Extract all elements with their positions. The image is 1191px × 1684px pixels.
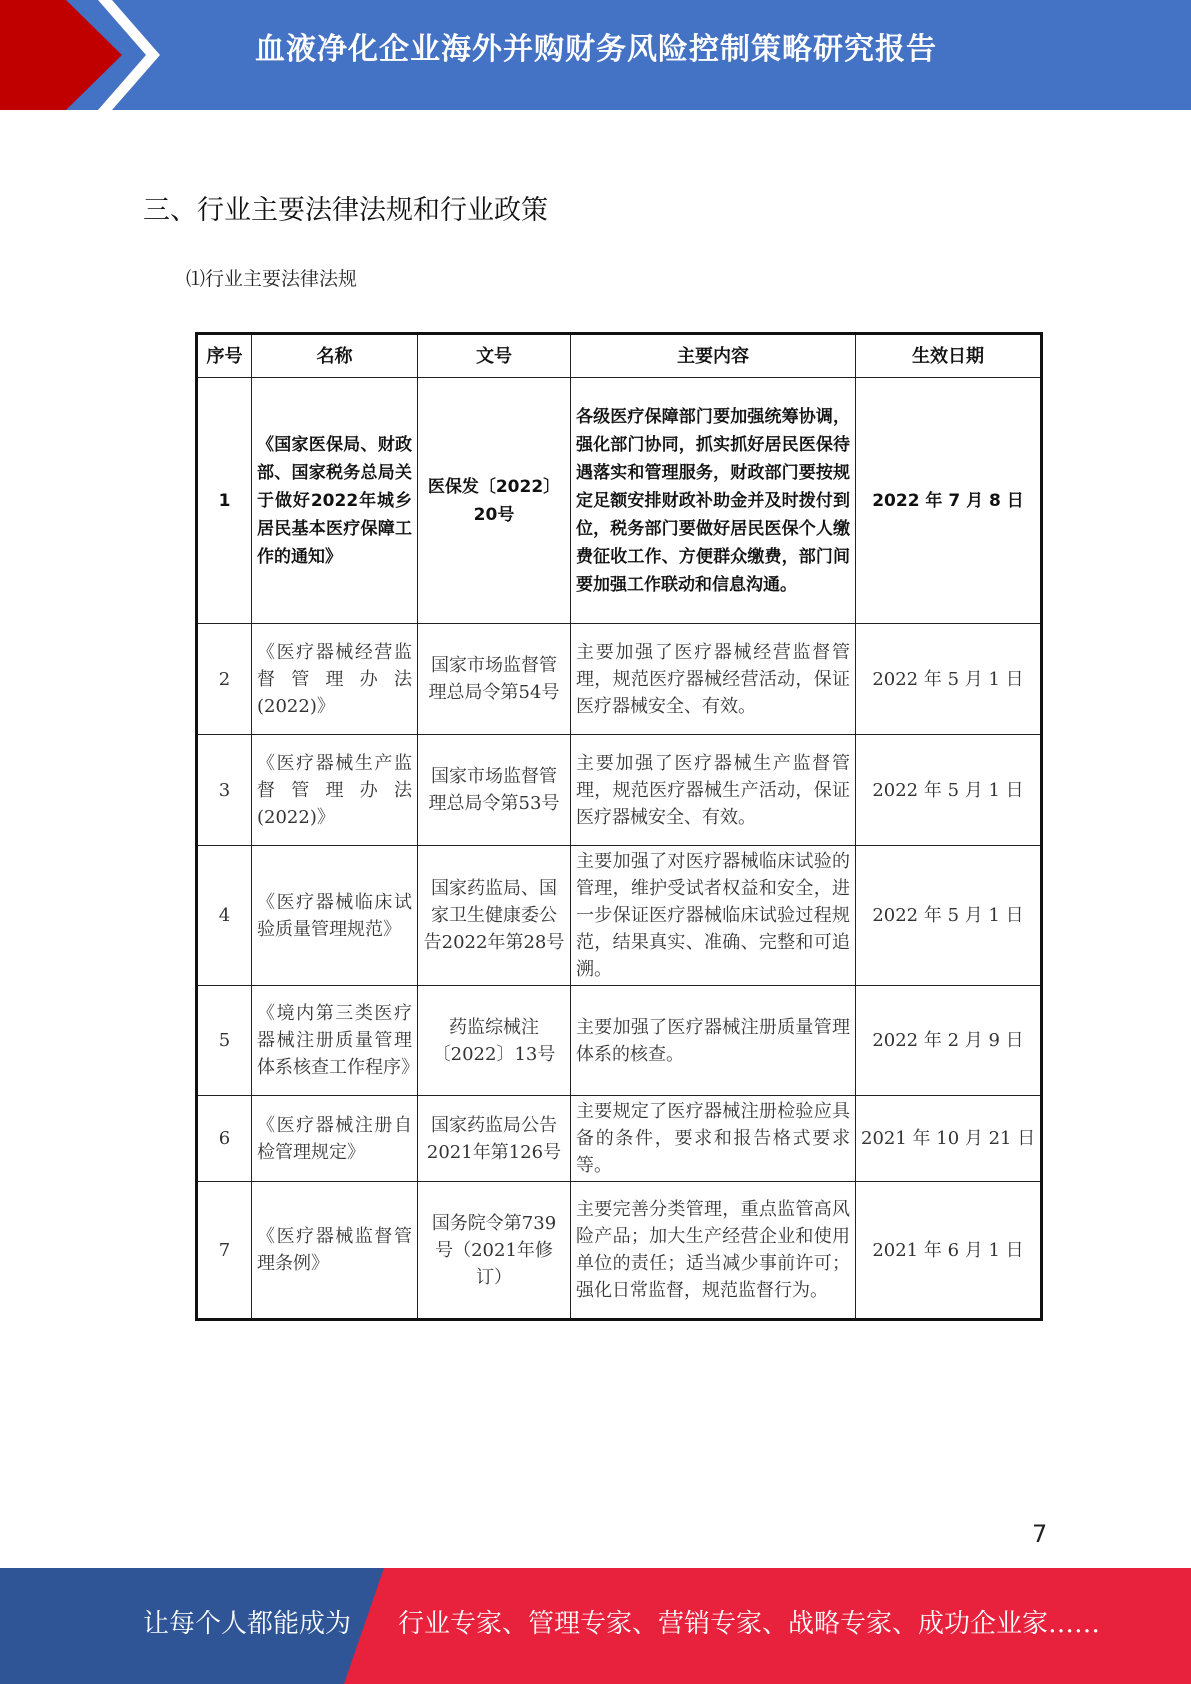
header-date: 生效日期 [856,334,1042,378]
header-no: 序号 [197,334,252,378]
row-no: 1 [197,378,252,624]
row-content: 各级医疗保障部门要加强统筹协调，强化部门协同，抓实抓好居民医保待遇落实和管理服务，财政部门要按规定足额安排财政补助金并及时拨付到位，税务部门要做好居民医保个人缴费征收工作、方便群众缴费，部门间要加强工作联动和信息沟通。 [571,378,856,624]
row-date: 2022 年 7 月 8 日 [856,378,1042,624]
row-name: 《医疗器械监督管理条例》 [252,1182,418,1320]
row-no: 5 [197,986,252,1096]
row-date: 2022 年 2 月 9 日 [856,986,1042,1096]
row-content: 主要加强了医疗器械经营监督管理，规范医疗器械经营活动，保证医疗器械安全、有效。 [571,624,856,735]
row-name: 《国家医保局、财政部、国家税务总局关于做好2022年城乡居民基本医疗保障工作的通知》 [252,378,418,624]
row-doc: 国家药监局公告2021年第126号 [418,1096,571,1182]
page-header [0,0,1191,110]
section-title: 三、行业主要法律法规和行业政策 [143,195,548,226]
page-number: 7 [1032,1520,1048,1548]
table-row [197,1096,1042,1182]
table-row [197,1182,1042,1320]
row-doc: 国家市场监督管理总局令第54号 [418,624,571,735]
table-header-row [197,334,1042,378]
page-footer [0,1568,1191,1684]
row-no: 4 [197,846,252,986]
row-no: 7 [197,1182,252,1320]
header-title: 血液净化企业海外并购财务风险控制策略研究报告 [255,32,937,67]
row-doc: 国家市场监督管理总局令第53号 [418,735,571,846]
row-name: 《医疗器械经营监督管理办法(2022)》 [252,624,418,735]
table-row [197,378,1042,624]
table-row [197,986,1042,1096]
row-date: 2021 年 10 月 21 日 [856,1096,1042,1182]
row-doc: 药监综械注〔2022〕13号 [418,986,571,1096]
row-doc: 国家药监局、国家卫生健康委公告2022年第28号 [418,846,571,986]
row-name: 《医疗器械临床试验质量管理规范》 [252,846,418,986]
table-row [197,735,1042,846]
row-name: 《医疗器械注册自检管理规定》 [252,1096,418,1182]
table-row [197,846,1042,986]
subsection-title: ⑴行业主要法律法规 [186,268,358,290]
header-doc: 文号 [418,334,571,378]
header-content: 主要内容 [571,334,856,378]
row-content: 主要规定了医疗器械注册检验应具备的条件，要求和报告格式要求等。 [571,1096,856,1182]
row-no: 3 [197,735,252,846]
footer-slogan-right: 行业专家、管理专家、营销专家、战略专家、成功企业家…… [398,1609,1101,1639]
row-content: 主要加强了医疗器械注册质量管理体系的核查。 [571,986,856,1096]
row-no: 6 [197,1096,252,1182]
row-doc: 国务院令第739号（2021年修订） [418,1182,571,1320]
row-name: 《医疗器械生产监督管理办法(2022)》 [252,735,418,846]
footer-slogan-left: 让每个人都能成为 [143,1609,352,1639]
row-doc: 医保发〔2022〕20号 [418,378,571,624]
row-date: 2022 年 5 月 1 日 [856,846,1042,986]
row-content: 主要完善分类管理，重点监管高风险产品；加大生产经营企业和使用单位的责任；适当减少事前许可；强化日常监督，规范监督行为。 [571,1182,856,1320]
row-no: 2 [197,624,252,735]
row-content: 主要加强了医疗器械生产监督管理，规范医疗器械生产活动，保证医疗器械安全、有效。 [571,735,856,846]
row-date: 2022 年 5 月 1 日 [856,735,1042,846]
header-name: 名称 [252,334,418,378]
table-row [197,624,1042,735]
regulations-table [195,332,1043,1321]
row-content: 主要加强了对医疗器械临床试验的管理，维护受试者权益和安全，进一步保证医疗器械临床试验过程规范，结果真实、准确、完整和可追溯。 [571,846,856,986]
row-date: 2021 年 6 月 1 日 [856,1182,1042,1320]
row-date: 2022 年 5 月 1 日 [856,624,1042,735]
row-name: 《境内第三类医疗器械注册质量管理体系核查工作程序》 [252,986,418,1096]
